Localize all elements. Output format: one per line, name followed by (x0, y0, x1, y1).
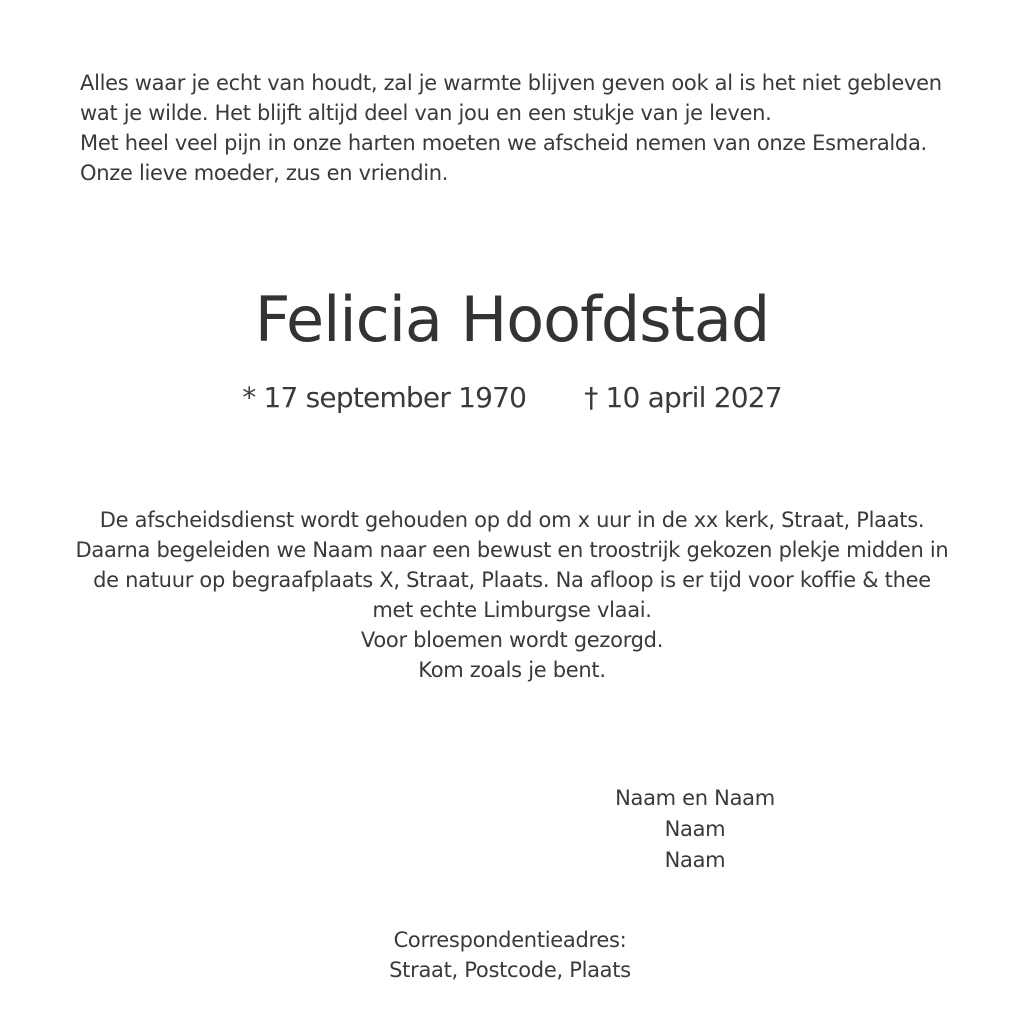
service-line: Kom zoals je bent. (418, 658, 606, 682)
birth-date: * 17 september 1970 (242, 381, 527, 414)
intro-line: Onze lieve moeder, zus en vriendin. (80, 161, 449, 185)
signers (600, 783, 790, 876)
service-line: De afscheidsdienst wordt gehouden op dd om x uur in de xx kerk, Straat, Plaats. (99, 508, 925, 532)
signer-name: Naam en Naam (615, 786, 775, 810)
life-dates (0, 378, 1024, 418)
service-line: met echte Limburgse vlaai. (372, 598, 652, 622)
deceased-name: Felicia Hoofdstad (254, 283, 770, 356)
service-details (70, 505, 954, 685)
intro-line: wat je wilde. Het blijft altijd deel van jou en een stukje van je leven. (80, 101, 772, 125)
signer-name: Naam (664, 817, 726, 841)
signer-name: Naam (664, 848, 726, 872)
intro-line: Alles waar je echt van houdt, zal je warmte blijven geven ook al is het niet gebleven (80, 71, 942, 95)
service-line: Voor bloemen wordt gezorgd. (360, 628, 664, 652)
service-line: de natuur op begraafplaats X, Straat, Plaats. Na afloop is er tijd voor koffie & thee (93, 568, 931, 592)
death-date: † 10 april 2027 (584, 381, 782, 414)
correspondence-address (360, 925, 660, 985)
service-line: Daarna begeleiden we Naam naar een bewust en troostrijk gekozen plekje midden in (75, 538, 949, 562)
intro-poem (80, 68, 960, 188)
intro-line: Met heel veel pijn in onze harten moeten we afscheid nemen van onze Esmeralda. (80, 131, 927, 155)
address-value: Straat, Postcode, Plaats (389, 958, 631, 982)
address-label: Correspondentieadres: (393, 928, 627, 952)
